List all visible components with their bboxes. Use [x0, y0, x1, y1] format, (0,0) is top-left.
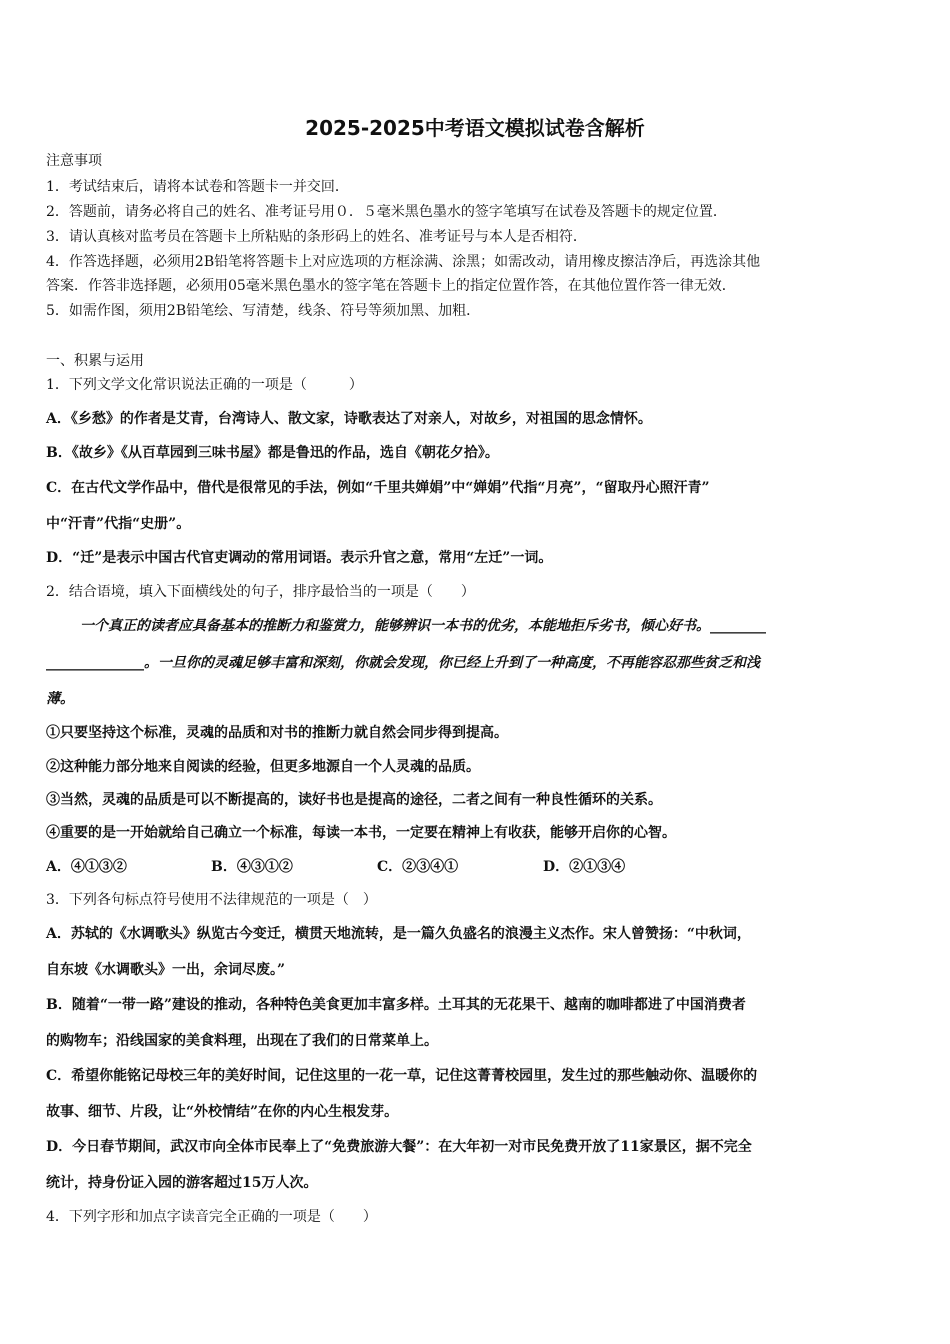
q2-passage-line-3: 薄。	[46, 691, 74, 707]
q3-stem: 3．下列各句标点符号使用不法律规范的一项是（ ）	[46, 892, 377, 908]
q3-option-a: A．苏轼的《水调歌头》纵览古今变迁，横贯天地流转，是一篇久负盛名的浪漫主义杰作。宋人曾赞扬：“中秋词，	[46, 926, 751, 942]
q3-option-a-cont: 自东坡《水调歌头》一出，余词尽废。”	[46, 962, 286, 978]
q2-sentence-4: ④重要的是一开始就给自己确立一个标准，每读一本书，一定要在精神上有收获，能够开启你的心智。	[46, 825, 676, 841]
notice-item-2: 2．答题前，请务必将自己的姓名、准考证号用０．５毫米黑色墨水的签字笔填写在试卷及答题卡的规定位置．	[46, 204, 727, 220]
q2-stem: 2．结合语境，填入下面横线处的句子，排序最恰当的一项是（ ）	[46, 584, 475, 600]
q2-option-d: D．②①③④	[543, 859, 626, 875]
q4-stem: 4．下列字形和加点字读音完全正确的一项是（ ）	[46, 1209, 377, 1225]
q1-option-c-cont: 中“汗青”代指“史册”。	[46, 516, 191, 532]
q1-option-d: D．“迁”是表示中国古代官吏调动的常用词语。表示升官之意，常用“左迁”一词。	[46, 550, 553, 566]
q2-option-b: B．④③①②	[211, 859, 293, 875]
q1-option-b: B．《故乡》《从百草园到三味书屋》都是鲁迅的作品，选自《朝花夕拾》。	[46, 445, 499, 461]
q3-option-d: D．今日春节期间，武汉市向全体市民奉上了“免费旅游大餐”：在大年初一对市民免费开放了11家景区，据不完全	[46, 1139, 752, 1155]
q1-option-c: C．在古代文学作品中，借代是很常见的手法，例如“千里共婵娟”中“婵娟”代指“月亮”，“留取丹心照汗青”	[46, 480, 710, 496]
q2-passage-line-1: 一个真正的读者应具备基本的推断力和鉴赏力，能够辨识一本书的优劣，本能地拒斥劣书，倾心好书。________	[80, 618, 766, 634]
notice-item-4-cont: 答案．作答非选择题，必须用05毫米黑色墨水的签字笔在答题卡上的指定位置作答，在其他位置作答一律无效．	[46, 278, 736, 294]
notice-item-5: 5．如需作图，须用2B铅笔绘、写清楚，线条、符号等须加黑、加粗．	[46, 303, 481, 319]
q2-sentence-3: ③当然，灵魂的品质是可以不断提高的，读好书也是提高的途径，二者之间有一种良性循环的关系。	[46, 792, 662, 808]
notice-heading: 注意事项	[46, 153, 102, 169]
q2-option-c: C．②③④①	[377, 859, 459, 875]
q2-sentence-1: ①只要坚持这个标准，灵魂的品质和对书的推断力就自然会同步得到提高。	[46, 725, 508, 741]
q3-option-c-cont: 故事、细节、片段，让“外校情结”在你的内心生根发芽。	[46, 1104, 399, 1120]
notice-item-1: 1．考试结束后，请将本试卷和答题卡一并交回．	[46, 179, 349, 195]
notice-item-4: 4．作答选择题，必须用2B铅笔将答题卡上对应选项的方框涂满、涂黑；如需改动，请用橡皮擦洁净后，再选涂其他	[46, 254, 761, 270]
q3-option-c: C．希望你能铭记母校三年的美好时间，记住这里的一花一草，记住这菁菁校园里，发生过的那些触动你、温暖你的	[46, 1068, 758, 1084]
q3-option-b: B．随着“一带一路”建设的推动，各种特色美食更加丰富多样。土耳其的无花果干、越南的咖啡都进了中国消费者	[46, 997, 746, 1013]
q3-option-b-cont: 的购物车；沿线国家的美食料理，出现在了我们的日常菜单上。	[46, 1033, 438, 1049]
notice-item-3: 3．请认真核对监考员在答题卡上所粘贴的条形码上的姓名、准考证号与本人是否相符．	[46, 229, 587, 245]
q2-option-a: A．④①③②	[46, 859, 127, 875]
q2-passage-line-2: ______________。一旦你的灵魂足够丰富和深刻，你就会发现，你已经上升到了一种高度，不再能容忍那些贫乏和浅	[46, 655, 760, 671]
q1-stem: 1．下列文学文化常识说法正确的一项是（ ）	[46, 377, 363, 393]
q2-sentence-2: ②这种能力部分地来自阅读的经验，但更多地源自一个人灵魂的品质。	[46, 759, 480, 775]
q1-option-a: A．《乡愁》的作者是艾青，台湾诗人、散文家，诗歌表达了对亲人，对故乡，对祖国的思念情怀。	[46, 411, 652, 427]
section-heading: 一、积累与运用	[46, 353, 144, 369]
q3-option-d-cont: 统计，持身份证入园的游客超过15万人次。	[46, 1175, 318, 1191]
page-title: 2025-2025中考语文模拟试卷含解析	[305, 116, 645, 140]
